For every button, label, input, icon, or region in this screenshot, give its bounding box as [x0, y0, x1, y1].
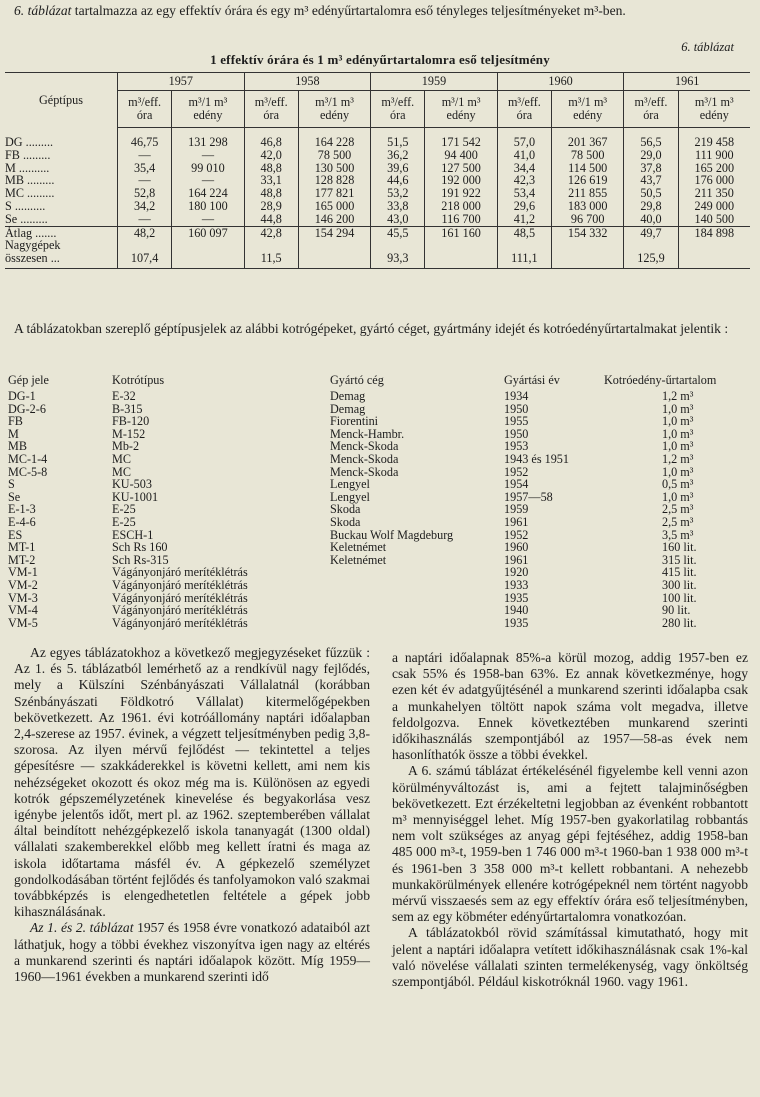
row-label: M .......... [5, 160, 50, 175]
machine-row [8, 415, 754, 428]
machine-cell: MC-1-4 [8, 451, 48, 466]
machine-cell: KU-503 [112, 477, 152, 492]
machine-cell: DG-1 [8, 389, 36, 403]
machine-cell: VM-1 [8, 565, 38, 580]
year-header-1960: 1960 [497, 73, 624, 91]
table-cell: 42,8 [244, 226, 298, 239]
table-cell: 53,2 [371, 187, 425, 200]
machine-cell: M-152 [112, 426, 146, 441]
paragraph-text: 1957 és 1958 évre vonatkozó adataiból azt láthatjuk, hogy a többi évekhez viszonyítva igen nagy az eltérés a munkarend szerinti és naptári időalapok között. Míg 1959—1960—1961 években a munkarend szerinti idő [14, 920, 370, 985]
table-cell: 154 332 [552, 226, 624, 239]
table-cell: 48,8 [244, 187, 298, 200]
machine-cell: Menck-Hambr. [330, 426, 405, 441]
machine-cell: Sch Rs 160 [112, 540, 168, 555]
machine-cell: ES [8, 527, 23, 542]
table-cell: 176 000 [678, 174, 750, 187]
machine-cell: Lengyel [330, 477, 370, 492]
paragraph: A 6. számú táblázat értékelésénél figyelembe kell venni azon körülményváltozást is, ami a fejtett talajminőségben bekövetkezett. Ezt érzékeltetni legjobban az évenként robbantott m³ mennyiséggel lehet. Míg 1957-ben gyakorlatilag robbantás nem volt szükséges az anyag gépi fejtéséhez, addig 1958-ban 485 000 m³-t, 1959-ben 1 746 000 m³-t 1960-ban 1 938 000 m³-t és 1961-ben 3 358 000 m³-t kellett robbantani. A nehezebb munkakörülmények ellenére kotrógépeknél nem történt nagyobb mérvű visszaesés sem az egy effektív órára eső teljesítményben, sem az egy köbméter edényűrtartalomra vonatkozóan. [392, 763, 748, 925]
table-cell: 161 160 [425, 226, 497, 239]
table-cell: 140 500 [678, 213, 750, 226]
machine-cell: 160 lit. [662, 540, 697, 555]
machine-cell: E-1-3 [8, 502, 36, 517]
col-header-eff: m³/eff. óra [497, 91, 551, 128]
intro-table-ref: 6. táblázat [14, 3, 72, 18]
machine-row [8, 604, 754, 617]
machine-cell [330, 604, 504, 617]
table-cell: 41,0 [497, 149, 551, 162]
machine-cell: 1933 [504, 577, 529, 592]
col-header-eff: m³/eff. óra [624, 91, 678, 128]
table-cell: 48,5 [497, 226, 551, 239]
table-cell: 249 000 [678, 200, 750, 213]
row-header: Géptípus [5, 73, 118, 128]
row-label: Nagygépek [5, 238, 61, 253]
col-header-eden: m³/1 m³ edény [678, 91, 750, 128]
machine-cell: 1953 [504, 439, 529, 454]
machine-table [8, 373, 754, 629]
machine-cell: Se [8, 489, 21, 504]
machine-cell: 1950 [504, 426, 529, 441]
row-label: S .......... [5, 198, 46, 213]
row-label: Se ......... [5, 211, 48, 226]
machine-cell: ESCH-1 [112, 527, 154, 542]
machine-cell: Buckau Wolf Magdeburg [330, 527, 454, 542]
table-row [5, 226, 750, 239]
machine-cell: 1,0 m³ [662, 439, 694, 454]
machine-cell: 1961 [504, 514, 529, 529]
row-label: MC ......... [5, 186, 55, 201]
machine-cell: 1,2 m³ [662, 451, 694, 466]
table-cell [425, 239, 497, 252]
machine-cell: E-32 [112, 389, 136, 403]
table-cell: 33,1 [244, 174, 298, 187]
table-cell: 44,6 [371, 174, 425, 187]
col-header-eden: m³/1 m³ edény [425, 91, 497, 128]
machine-cell: FB-120 [112, 414, 150, 429]
table-6-label: 6. táblázat [681, 40, 734, 54]
machine-cell: MC-5-8 [8, 464, 48, 479]
machine-row [8, 617, 754, 630]
machine-cell: 1961 [504, 552, 529, 567]
machine-cell: Demag [330, 401, 366, 416]
table-cell: 40,0 [624, 213, 678, 226]
table-row [5, 174, 750, 187]
machine-cell: Lengyel [330, 489, 370, 504]
table-cell: — [118, 213, 172, 226]
table-cell: 218 000 [425, 200, 497, 213]
machine-cell: 1959 [504, 502, 529, 517]
machine-cell: Vágányonjáró merítéklétrás [112, 565, 248, 580]
table-cell [172, 252, 244, 268]
machine-cell: Menck-Skoda [330, 451, 399, 466]
machine-cell: VM-3 [8, 590, 38, 605]
table-row [5, 252, 750, 268]
machine-cell: Fiorentini [330, 414, 379, 429]
machine-cell: Skoda [330, 514, 361, 529]
table-cell: 50,5 [624, 187, 678, 200]
table-cell: 34,4 [497, 162, 551, 175]
machine-cell: 1,0 m³ [662, 464, 694, 479]
machine-cell: Sch Rs-315 [112, 552, 169, 567]
table-cell: 164 224 [172, 187, 244, 200]
machine-cell: KU-1001 [112, 489, 159, 504]
year-header-1961: 1961 [624, 73, 750, 91]
machine-cell: 315 lit. [662, 552, 697, 567]
table-row [5, 213, 750, 226]
machine-col-header: Kotróedény-űrtartalom [604, 373, 717, 387]
machine-cell: MT-1 [8, 540, 36, 555]
table-ref: Az 1. és 2. táblázat [30, 920, 134, 936]
machine-cell: 2,5 m³ [662, 514, 694, 529]
table-cell: 48,2 [118, 226, 172, 239]
machine-cell [330, 579, 504, 592]
machine-cell: MC [112, 464, 131, 479]
paragraph: a naptári időalapnak 85%-a körül mozog, addig 1957-ben ez csak 55% és 1958-ban 63%. Ez annak következménye, hogy ezen két év adatgyűjtésénél a munkarend szerinti időalapba csak a munkahelyen töltött napok száma volt megadva, illetve feldolgozva. Ennek következtében munkarend szerinti időkihasználás szempontjából az 1957—58-as évek nem hasonlíthatók össze a többi évekkel. [392, 650, 748, 763]
table-cell: 177 821 [298, 187, 370, 200]
table-cell: 93,3 [371, 252, 425, 268]
year-header-1958: 1958 [244, 73, 371, 91]
paragraph: Az egyes táblázatokhoz a következő megjegyzéseket fűzzük : Az 1. és 5. táblázatból lemérhető az a rendkívül nagy fejlődés, mely a Külszíni Szénbányászati Vállalatnál (korábban Szénbányászati Földkotró Vállalat) kitermelőgépekben bekövetkezett. Az 1961. évi kotróállomány naptári időalapban 2,4-szerese az 1957. évinek, a végzett teljesítményben pedig 3,8-szorosa. Az ilyen mérvű fejlődést — tekintettel a teljes gépesítésre — szakkáderekkel is követni kellett, ami nem kis nehézségeket okozott és okoz még ma is. Különösen az egyedi kotrók gépszemélyzetének kinevelése és begyakorlása vesz igénybe jelentős időt, mert pl. az 1962. szeptemberében vállalat által beindított nehézgépkezelő iskola tananyagát (1300 oldal) vállalati szakemberekkel előbb meg kellett íratni és maga az iskola időtartama másfél év. A gépkezelő személyzet gondolkodásában történt fejlődés és tanfolyamokon való szakmai továbbképzés is elengedhetetlen feltétele a gépek jobb kihasználásának. [14, 645, 370, 920]
machine-cell: Vágányonjáró merítéklétrás [112, 577, 248, 592]
table-cell [172, 239, 244, 252]
year-header-1959: 1959 [371, 73, 498, 91]
machine-cell: 100 lit. [662, 590, 697, 605]
table-cell [425, 252, 497, 268]
machine-cell: 0,5 m³ [662, 477, 694, 492]
table-cell: 52,8 [118, 187, 172, 200]
machine-cell: 1935 [504, 590, 529, 605]
table-cell: 130 500 [298, 162, 370, 175]
table-cell: 44,8 [244, 213, 298, 226]
table-cell: 42,3 [497, 174, 551, 187]
machine-cell: 415 lit. [662, 565, 697, 580]
table-cell [298, 239, 370, 252]
row-label: Átlag ....... [5, 226, 118, 239]
table-cell: — [172, 174, 244, 187]
machine-cell: E-25 [112, 514, 136, 529]
col-header-eff: m³/eff. óra [371, 91, 425, 128]
machine-row [8, 390, 754, 403]
table-cell: 46,8 [244, 128, 298, 149]
table-cell: 33,8 [371, 200, 425, 213]
table-cell: — [172, 149, 244, 162]
table-cell [552, 252, 624, 268]
table-cell: — [172, 213, 244, 226]
table-cell: 125,9 [624, 252, 678, 268]
table-row [5, 187, 750, 200]
table-cell: 184 898 [678, 226, 750, 239]
machine-cell: 1940 [504, 603, 529, 618]
table-cell: 211 855 [552, 187, 624, 200]
table-row [5, 162, 750, 175]
col-header-eden: m³/1 m³ edény [172, 91, 244, 128]
left-text-column [14, 645, 370, 985]
table-cell: 43,7 [624, 174, 678, 187]
machine-cell: Vágányonjáró merítéklétrás [112, 615, 248, 630]
machine-cell: 1950 [504, 401, 529, 416]
col-header-eden: m³/1 m³ edény [298, 91, 370, 128]
machine-cell: 1955 [504, 414, 529, 429]
table-cell: — [118, 149, 172, 162]
machine-cell: B-315 [112, 401, 143, 416]
table-cell: 192 000 [425, 174, 497, 187]
machine-cell: Demag [330, 389, 366, 403]
machine-cell: 90 lit. [662, 603, 691, 618]
machine-col-header: Gép jele [8, 373, 49, 387]
table-cell: 201 367 [552, 128, 624, 149]
machine-cell: Mb-2 [112, 439, 140, 454]
machine-cell: FB [8, 414, 23, 429]
machine-cell: E-4-6 [8, 514, 36, 529]
machine-cell: 1,0 m³ [662, 401, 694, 416]
table-6-title: 1 effektív órára és 1 m³ edényűrtartalomra eső teljesítmény [210, 52, 550, 67]
machine-row [8, 516, 754, 529]
table-cell: 49,7 [624, 226, 678, 239]
row-label: összesen ... [5, 252, 118, 268]
machine-cell: VM-5 [8, 615, 38, 630]
machine-cell: VM-2 [8, 577, 38, 592]
table-cell: 48,8 [244, 162, 298, 175]
machine-cell: 300 lit. [662, 577, 697, 592]
machine-cell: 1935 [504, 615, 529, 630]
right-text-column [392, 650, 748, 990]
machine-cell: Vágányonjáró merítéklétrás [112, 603, 248, 618]
table-cell: 99 010 [172, 162, 244, 175]
table-row [5, 200, 750, 213]
machine-cell: 1,2 m³ [662, 389, 694, 403]
performance-table-body [5, 128, 750, 269]
machine-cell: 1920 [504, 565, 529, 580]
table-cell: 183 000 [552, 200, 624, 213]
machine-col-header: Kotrótípus [112, 373, 165, 387]
table-cell: 42,0 [244, 149, 298, 162]
col-header-eden: m³/1 m³ edény [552, 91, 624, 128]
table-cell: 37,8 [624, 162, 678, 175]
table-cell: 11,5 [244, 252, 298, 268]
machine-cell: MT-2 [8, 552, 36, 567]
machine-cell: S [8, 477, 15, 492]
machine-cell: Menck-Skoda [330, 464, 399, 479]
table-cell: 34,2 [118, 200, 172, 213]
machine-cell [330, 617, 504, 630]
table-cell: 29,8 [624, 200, 678, 213]
row-label: MB ......... [5, 173, 55, 188]
machine-cell: 280 lit. [662, 615, 697, 630]
machine-cell: VM-4 [8, 603, 38, 618]
machine-cell: 2,5 m³ [662, 502, 694, 517]
table-cell: 43,0 [371, 213, 425, 226]
table-cell: 219 458 [678, 128, 750, 149]
machine-cell: 1960 [504, 540, 529, 555]
table-cell: 146 200 [298, 213, 370, 226]
machine-cell: Keletnémet [330, 552, 387, 567]
machine-cell: MB [8, 439, 27, 454]
table-cell: 36,2 [371, 149, 425, 162]
table-cell: 160 097 [172, 226, 244, 239]
table-cell: 131 298 [172, 128, 244, 149]
machine-cell: MC [112, 451, 131, 466]
table-row [5, 128, 750, 149]
table-cell: 29,6 [497, 200, 551, 213]
table-cell: 107,4 [118, 252, 172, 268]
machine-cell: 1,0 m³ [662, 414, 694, 429]
row-label: DG ......... [5, 134, 54, 149]
machine-row [8, 453, 754, 466]
table-cell: 45,5 [371, 226, 425, 239]
paragraph [14, 920, 370, 985]
table-cell: 29,0 [624, 149, 678, 162]
table-cell: 57,0 [497, 128, 551, 149]
table-cell: 56,5 [624, 128, 678, 149]
machine-cell: 1954 [504, 477, 529, 492]
machine-cell: E-25 [112, 502, 136, 517]
machine-row [8, 541, 754, 554]
table-cell: 28,9 [244, 200, 298, 213]
machine-cell: 1934 [504, 389, 529, 403]
table-cell: 78 500 [298, 149, 370, 162]
machine-row [8, 478, 754, 491]
table-cell: 35,4 [118, 162, 172, 175]
machine-cell: Menck-Skoda [330, 439, 399, 454]
machine-cell [330, 592, 504, 605]
machine-cell: 1952 [504, 527, 529, 542]
table-cell: 114 500 [552, 162, 624, 175]
paragraph: A táblázatokból rövid számítással kimutatható, hogy mit jelent a naptári időalapra vetített időkihasználásnak csak 1%-kal való növelése vállalati szinten termelékenység, vagy önköltség szempontjából. Például kiskotróknál 1960. vagy 1961. [392, 925, 748, 990]
table-cell: 128 828 [298, 174, 370, 187]
table-cell: 127 500 [425, 162, 497, 175]
machine-col-header: Gyártási év [504, 373, 560, 387]
machine-cell: M [8, 426, 19, 441]
machine-cell: 1,0 m³ [662, 489, 694, 504]
table-cell: 211 350 [678, 187, 750, 200]
table-cell: 126 619 [552, 174, 624, 187]
col-header-eff: m³/eff. óra [118, 91, 172, 128]
table-row [5, 149, 750, 162]
machine-cell: Vágányonjáró merítéklétrás [112, 590, 248, 605]
table-cell: 116 700 [425, 213, 497, 226]
machine-col-header: Gyártó cég [330, 373, 384, 387]
table-cell: 111,1 [497, 252, 551, 268]
table-cell: 165 200 [678, 162, 750, 175]
table-cell: 78 500 [552, 149, 624, 162]
table-cell [552, 239, 624, 252]
performance-table [5, 72, 750, 269]
machine-row [8, 579, 754, 592]
col-header-eff: m³/eff. óra [244, 91, 298, 128]
table-cell: 41,2 [497, 213, 551, 226]
table-cell: 191 922 [425, 187, 497, 200]
machine-cell [330, 566, 504, 579]
intro-paragraph [14, 3, 750, 19]
machine-cell: Keletnémet [330, 540, 387, 555]
machine-cell: 1,0 m³ [662, 426, 694, 441]
machine-table-body [8, 390, 754, 629]
machine-cell: 1952 [504, 464, 529, 479]
table-cell: 46,75 [118, 128, 172, 149]
table-cell: 164 228 [298, 128, 370, 149]
year-header-1957: 1957 [118, 73, 245, 91]
machine-cell: DG-2-6 [8, 401, 46, 416]
table-cell: 165 000 [298, 200, 370, 213]
table-cell: 171 542 [425, 128, 497, 149]
table-cell: 154 294 [298, 226, 370, 239]
table-cell: 39,6 [371, 162, 425, 175]
table-cell: 180 100 [172, 200, 244, 213]
table-cell: 94 400 [425, 149, 497, 162]
table-cell [298, 252, 370, 268]
machine-cell: Skoda [330, 502, 361, 517]
row-label: FB ......... [5, 147, 51, 162]
table-cell: — [118, 174, 172, 187]
table-cell: 96 700 [552, 213, 624, 226]
table-cell [678, 239, 750, 252]
machine-cell: 1957—58 [504, 489, 553, 504]
intro-text: tartalmazza az egy effektív órára és egy m³ edényűrtartalomra eső tényleges teljesítményeket m³-ben. [71, 3, 626, 18]
machine-cell: 1943 és 1951 [504, 451, 569, 466]
table-cell: 53,4 [497, 187, 551, 200]
table-cell [678, 252, 750, 268]
table-cell: 111 900 [678, 149, 750, 162]
table-cell: 51,5 [371, 128, 425, 149]
legend-intro: A táblázatokban szereplő géptípusjelek az alábbi kotrógépeket, gyártó céget, gyártmány idejét és kotróedényűrtartalmakat jelentik : [14, 321, 729, 336]
machine-cell: 3,5 m³ [662, 527, 694, 542]
